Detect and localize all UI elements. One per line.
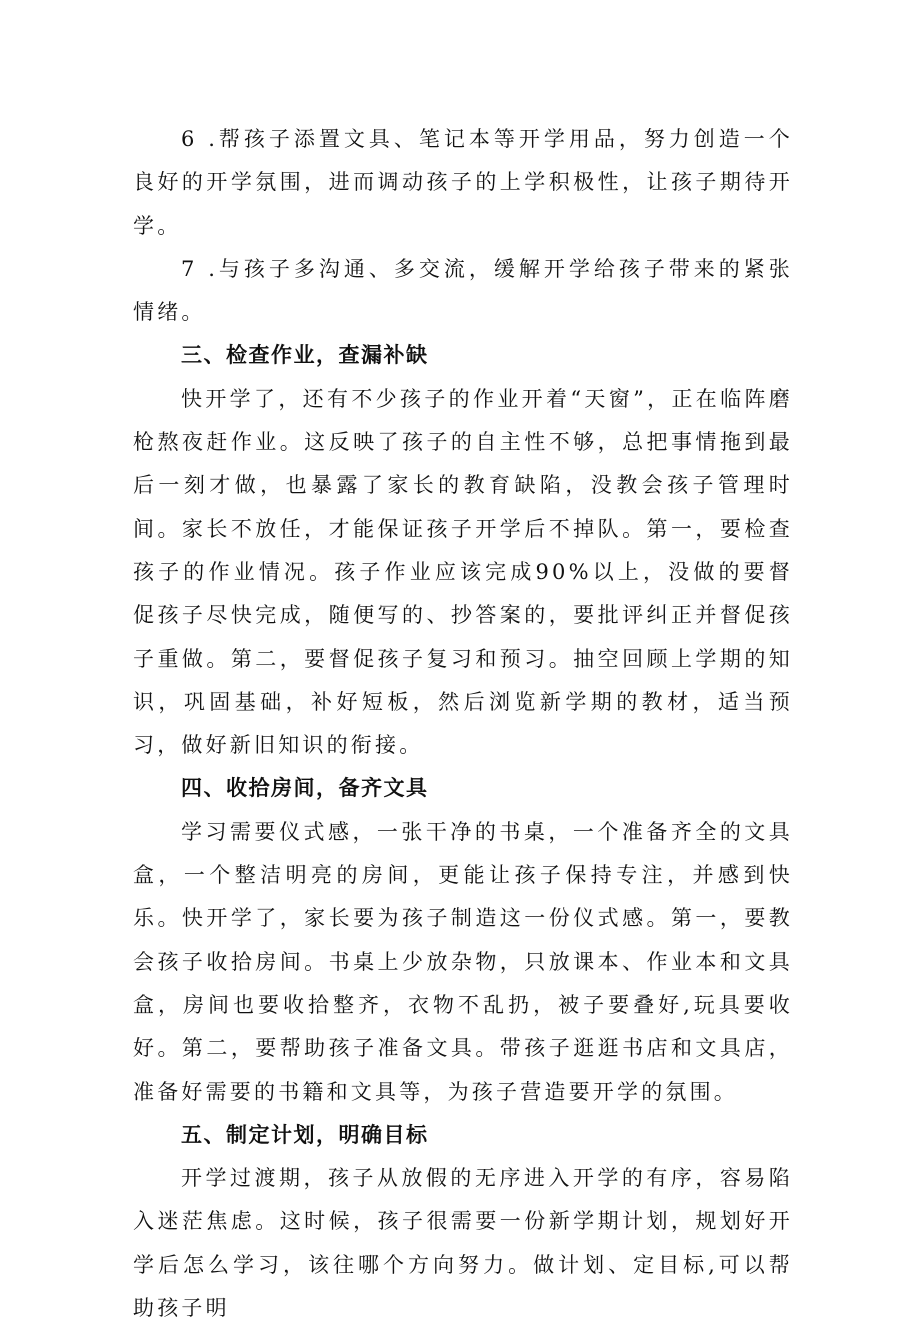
document-body	[133, 118, 793, 1330]
section-body-5: 开学过渡期，孩子从放假的无序进入开学的有序，容易陷入迷茫焦虑。这时候，孩子很需要一份新学期计划，规划好开学后怎么学习，该往哪个方向努力。做计划、定目标,可以帮助孩子明	[133, 1166, 793, 1321]
section-heading-3: 三、检查作业，查漏补缺	[181, 343, 429, 368]
section-heading-4: 四、收拾房间，备齐文具	[181, 776, 429, 801]
section-heading-5: 五、制定计划，明确目标	[181, 1122, 429, 1147]
section-body-3: 快开学了，还有不少孩子的作业开着“天窗”，正在临阵磨枪熬夜赶作业。这反映了孩子的自主性不够，总把事情拖到最后一刻才做，也暴露了家长的教育缺陷，没教会孩子管理时间。家长不放任，才能保证孩子开学后不掉队。第一，要检查孩子的作业情况。孩子作业应该完成90%以上，没做的要督促孩子尽快完成，随便写的、抄答案的，要批评纠正并督促孩子重做。第二，要督促孩子复习和预习。抽空回顾上学期的知识，巩固基础，补好短板，然后浏览新学期的教材，适当预习，做好新旧知识的衔接。	[133, 386, 793, 758]
list-item-7: 7 .与孩子多沟通、多交流，缓解开学给孩子带来的紧张情绪。	[133, 256, 793, 325]
list-item-6: 6 .帮孩子添置文具、笔记本等开学用品，努力创造一个良好的开学氛围，进而调动孩子的上学积极性，让孩子期待开学。	[133, 127, 793, 238]
section-body-4: 学习需要仪式感，一张干净的书桌，一个准备齐全的文具盒，一个整洁明亮的房间，更能让孩子保持专注，并感到快乐。快开学了，家长要为孩子制造这一份仪式感。第一，要教会孩子收拾房间。书桌上少放杂物，只放课本、作业本和文具盒，房间也要收拾整齐，衣物不乱扔，被子要叠好,玩具要收好。第二，要帮助孩子准备文具。带孩子逛逛书店和文具店，准备好需要的书籍和文具等，为孩子营造要开学的氛围。	[133, 819, 793, 1104]
